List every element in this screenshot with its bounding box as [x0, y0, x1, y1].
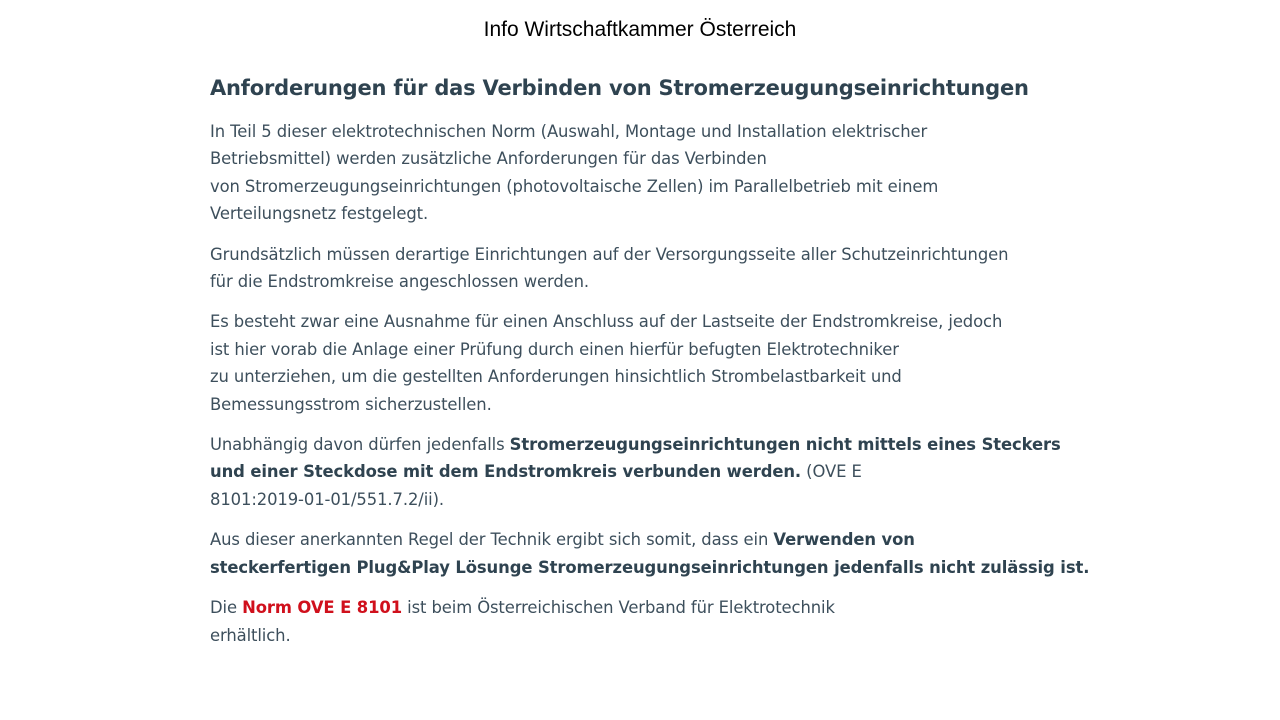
- text-line: Betriebsmittel) werden zusätzliche Anforderungen für das Verbinden: [210, 149, 767, 169]
- plain-text: Aus dieser anerkannten Regel der Technik ergibt sich somit, dass ein: [210, 530, 774, 550]
- plain-text: ist beim Österreichischen Verband für Elektrotechnik: [402, 598, 835, 618]
- slide-title: Info Wirtschaftkammer Österreich: [483, 18, 797, 41]
- text-line: [210, 594, 1070, 621]
- paragraph-scope: [210, 118, 1070, 228]
- text-line: zu unterziehen, um die gestellten Anforderungen hinsichtlich Strombelastbarkeit und: [210, 367, 902, 387]
- text-line: von Stromerzeugungseinrichtungen (photovoltaische Zellen) im Parallelbetrieb mit einem: [210, 176, 939, 196]
- paragraph-exception: [210, 308, 1070, 418]
- text-line: für die Endstromkreise angeschlossen werden.: [210, 272, 590, 292]
- text-line: In Teil 5 dieser elektrotechnischen Norm (Auswahl, Montage und Installation elektrischer: [210, 122, 928, 141]
- plain-text: Die: [210, 598, 243, 618]
- paragraph-availability: [210, 594, 1070, 649]
- text-line: [210, 554, 1090, 581]
- text-line: Grundsätzlich müssen derartige Einrichtungen auf der Versorgungsseite aller Schutzeinrichtungen: [210, 244, 1009, 264]
- paragraph-conclusion: [210, 526, 1090, 581]
- bold-text: Stromerzeugungseinrichtungen nicht mittels eines Steckers: [509, 435, 1061, 455]
- paragraph-requirement: [210, 241, 1070, 296]
- text-line: Bemessungsstrom sicherzustellen.: [210, 394, 492, 414]
- text-line: Verteilungsnetz festgelegt.: [210, 204, 429, 224]
- norm-highlight: Norm OVE E 8101: [242, 598, 403, 618]
- bold-text: Verwenden von: [773, 530, 915, 550]
- article-heading: Anforderungen für das Verbinden von Stromerzeugungseinrichtungen: [210, 76, 1029, 100]
- bold-text: steckerfertigen Plug&Play Lösunge Stromerzeugungseinrichtungen jedenfalls nicht zulässig ist.: [210, 557, 1090, 577]
- standard-reference: 8101:2019-01-01/551.7.2/ii).: [210, 489, 445, 509]
- text-line: [210, 526, 1070, 553]
- plain-text: (OVE E: [801, 462, 862, 482]
- text-line: [210, 431, 1070, 458]
- text-line: erhältlich.: [210, 625, 291, 645]
- bold-text: und einer Steckdose mit dem Endstromkreis verbunden werden.: [210, 462, 802, 482]
- text-line: [210, 458, 1070, 485]
- plain-text: Unabhängig davon dürfen jedenfalls: [210, 435, 510, 455]
- text-line: Es besteht zwar eine Ausnahme für einen Anschluss auf der Lastseite der Endstromkreise, jedoch: [210, 312, 1003, 332]
- article: [210, 72, 1090, 662]
- paragraph-plug-prohibition: [210, 431, 1070, 513]
- text-line: ist hier vorab die Anlage einer Prüfung durch einen hierfür befugten Elektrotechniker: [210, 339, 899, 359]
